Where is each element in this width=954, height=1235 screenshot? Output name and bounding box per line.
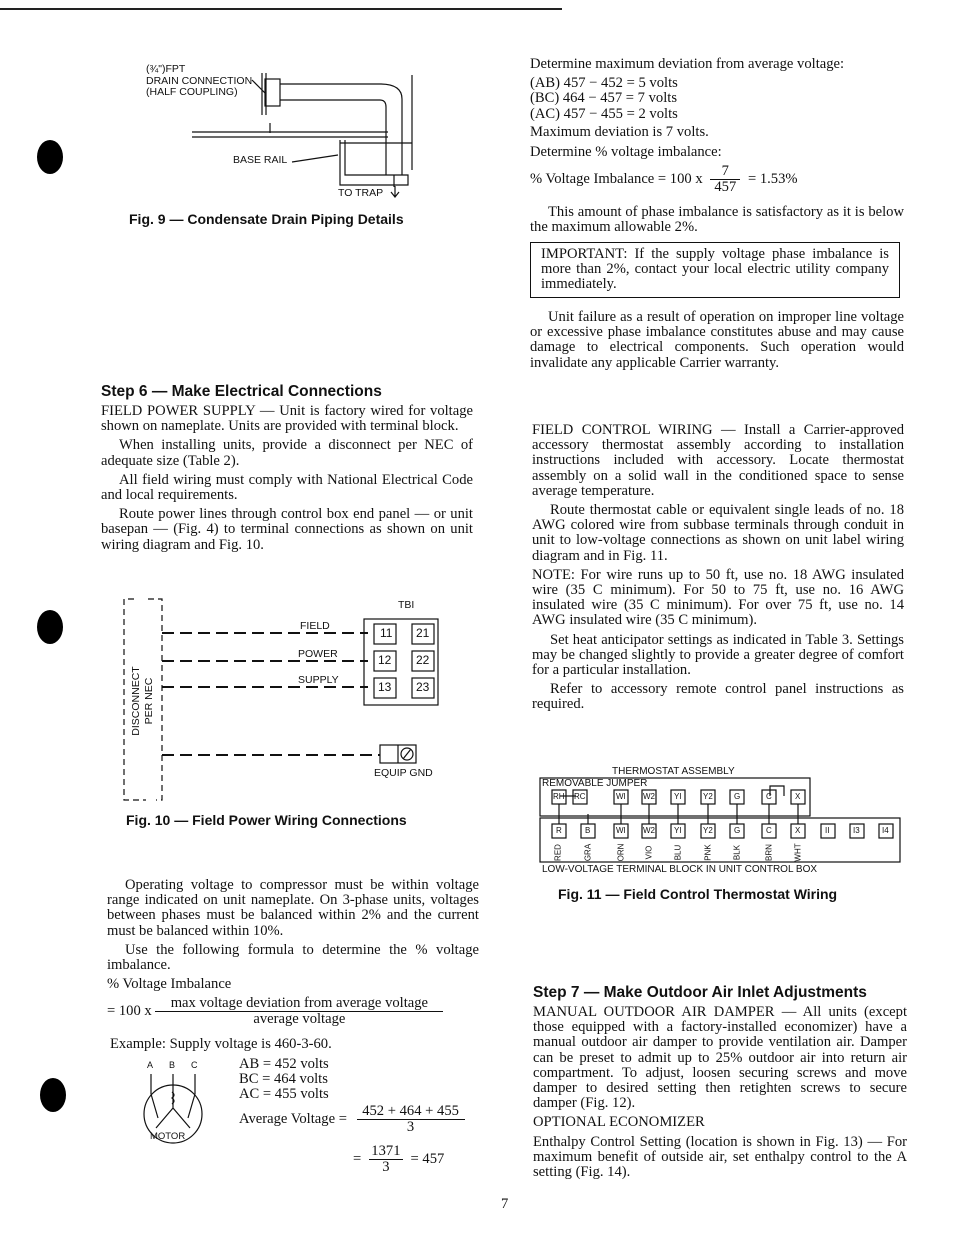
bottom-terminal-14: I4 xyxy=(882,826,889,835)
fig10-diagram xyxy=(118,595,448,805)
deviation-intro: Determine maximum deviation from average voltage: xyxy=(530,56,845,72)
phase-a-label: A xyxy=(147,1060,154,1070)
bc-voltage: BC = 464 volts xyxy=(239,1071,328,1088)
bottom-terminal-b: B xyxy=(585,826,591,835)
top-terminal-g: G xyxy=(734,792,741,801)
wire-color-blk: BLK xyxy=(732,844,742,861)
jumper-label: REMOVABLE JUMPER xyxy=(542,778,648,789)
phase-b-label: B xyxy=(169,1060,176,1070)
top-terminal-c: C xyxy=(766,792,772,801)
wire-color-blu: BLU xyxy=(673,844,683,861)
step7-text xyxy=(533,1005,907,1180)
equip-gnd-label: EQUIP GND xyxy=(374,767,433,779)
max-deviation: Maximum deviation is 7 volts. xyxy=(530,123,709,140)
page-number: 7 xyxy=(501,1196,509,1212)
note-paragraph: NOTE: For wire runs up to 50 ft, use no. 18 AWG insulated wire (35 C minimum). For 50 to 75 ft, use no. 16 AWG insulated wire (35 C minimum). For over 75 ft, use no. 14 AWG insulated wire (35 C minimum). xyxy=(532,566,904,629)
step6-heading: Step 6 — Make Electrical Connections xyxy=(101,383,382,400)
punch-hole xyxy=(37,610,63,644)
phase-c-label: C xyxy=(191,1060,198,1070)
average-result xyxy=(353,1144,444,1175)
average-voltage-formula xyxy=(239,1104,465,1135)
formula-prefix: = 100 x xyxy=(107,1003,152,1020)
terminal-21: 21 xyxy=(416,626,430,640)
disconnect-label: DISCONNECT xyxy=(130,666,142,736)
ac-voltage: AC = 455 volts xyxy=(239,1086,329,1103)
average-denominator: 3 xyxy=(406,1119,415,1136)
terminal-13: 13 xyxy=(378,680,392,694)
step7-heading: Step 7 — Make Outdoor Air Inlet Adjustments xyxy=(533,984,867,1001)
top-terminal-w2: W2 xyxy=(643,792,655,801)
top-terminal-y1: YI xyxy=(674,792,682,801)
deviation-ac: (AC) 457 − 455 = 2 volts xyxy=(530,105,678,122)
step6-text xyxy=(101,404,473,553)
satisfactory-text xyxy=(530,205,904,235)
disconnect-paragraph: When installing units, provide a disconnect per NEC of adequate size (Table 2). xyxy=(101,437,473,469)
route-power-paragraph: Route power lines through control box end panel — or unit basepan — (Fig. 4) to terminal connections as shown on unit wiring diagram and Fig. 10. xyxy=(101,506,473,553)
satisfactory-paragraph: This amount of phase imbalance is satisfactory as it is below the maximum allowable 2%. xyxy=(530,204,904,236)
top-terminal-y2: Y2 xyxy=(703,792,713,801)
sum-result: = 457 xyxy=(410,1151,445,1168)
terminal-23: 23 xyxy=(416,680,430,694)
important-box xyxy=(530,242,900,298)
terminal-22: 22 xyxy=(416,653,430,667)
formula-denominator: average voltage xyxy=(253,1011,346,1028)
optional-economizer-heading: OPTIONAL ECONOMIZER xyxy=(533,1114,705,1131)
deviation-ab: (AB) 457 − 452 = 5 volts xyxy=(530,75,678,92)
formula-fraction xyxy=(155,996,443,1027)
field-power-paragraph: FIELD POWER SUPPLY — Unit is factory wired for voltage shown on nameplate. Units are provided with terminal block. xyxy=(101,403,473,435)
bottom-terminal-y2: Y2 xyxy=(703,826,713,835)
failure-paragraph: Unit failure as a result of operation on improper line voltage or excessive phase imbalance constitutes abuse and may cause damage to electrical components. Such operation would invalidate any applicable Carrier warranty. xyxy=(530,309,904,371)
punch-hole xyxy=(37,140,63,174)
deviation-text xyxy=(530,57,904,160)
top-rule xyxy=(0,8,562,10)
sum-numerator: 1371 xyxy=(369,1144,403,1160)
wire-color-red: RED xyxy=(553,844,563,861)
average-equals: = xyxy=(353,1151,362,1168)
top-terminal-rc: RC xyxy=(574,792,586,801)
pct-denominator: 457 xyxy=(714,179,737,196)
terminal-12: 12 xyxy=(378,653,392,667)
punch-hole xyxy=(40,1078,66,1112)
fig11-caption: Fig. 11 — Field Control Thermostat Wiring xyxy=(558,886,838,902)
operating-voltage-paragraph: Operating voltage to compressor must be within voltage range indicated on unit nameplate. On 3-phase units, voltages between phases must be balanced within 2% and the current must be balanced within 10%. xyxy=(107,877,479,939)
pct-label: % Voltage Imbalance = 100 x xyxy=(530,171,703,188)
pct-numerator: 7 xyxy=(710,164,740,180)
field-label: FIELD xyxy=(300,620,330,632)
voltage-values xyxy=(239,1057,329,1103)
fpt-label: (¾")FPT xyxy=(146,63,186,75)
top-terminal-x: X xyxy=(795,792,801,801)
voltage-text xyxy=(107,878,479,992)
average-fraction xyxy=(357,1104,465,1135)
control-text xyxy=(532,423,904,713)
wiring-code-paragraph: All field wiring must comply with National Electrical Code and local requirements. xyxy=(101,471,473,504)
fig10-caption: Fig. 10 — Field Power Wiring Connections xyxy=(126,812,407,828)
supply-label: SUPPLY xyxy=(298,674,339,686)
important-paragraph: IMPORTANT: If the supply voltage phase imbalance is more than 2%, contact your local electric utility company immediately. xyxy=(541,246,889,293)
terminal-11: 11 xyxy=(380,626,393,640)
bottom-terminal-y1: YI xyxy=(674,826,682,835)
top-terminal-w1: WI xyxy=(616,792,626,801)
per-nec-label: PER NEC xyxy=(143,677,155,725)
bottom-terminal-11: II xyxy=(825,826,830,835)
motor-label: MOTOR xyxy=(150,1131,186,1142)
determine-imbalance: Determine % voltage imbalance: xyxy=(530,144,722,161)
thermostat-label: THERMOSTAT ASSEMBLY xyxy=(612,766,735,777)
pct-formula xyxy=(530,164,798,195)
average-label: Average Voltage = xyxy=(239,1111,347,1128)
bottom-terminal-r: R xyxy=(556,826,562,835)
wire-color-gra: GRA xyxy=(583,843,593,862)
fig9-diagram xyxy=(140,55,460,205)
drain-connection-label: DRAIN CONNECTION xyxy=(146,75,253,87)
bottom-terminal-x: X xyxy=(795,826,801,835)
enthalpy-paragraph: Enthalpy Control Setting (location is shown in Fig. 13) — For maximum benefit of outside air, set enthalpy control to the A setting (Fig. 14). xyxy=(533,1133,907,1181)
imbalance-formula xyxy=(107,996,443,1027)
field-control-paragraph: FIELD CONTROL WIRING — Install a Carrier-approved accessory thermostat assembly according to installation instructions included with accessory. Locate thermostat assembly on a solid wall in the conditioned space to sense average temperature. xyxy=(532,422,904,499)
wire-color-wht: WHT xyxy=(793,843,803,862)
bottom-terminal-w2: W2 xyxy=(643,826,655,835)
bottom-terminal-w1: WI xyxy=(616,826,626,835)
refer-paragraph: Refer to accessory remote control panel instructions as required. xyxy=(532,681,904,713)
half-coupling-label: (HALF COUPLING) xyxy=(146,86,238,98)
manual-damper-paragraph: MANUAL OUTDOOR AIR DAMPER — All units (except those equipped with a factory-installed economizer) have a manual outdoor air damper to provide ventilation air. Damper can be preset to admit up to 25% outdoor air into return air compartment. To adjust, loosen securing screws and move damper to desired setting then retighten screws to secure damper (Fig. 12). xyxy=(533,1004,907,1112)
formula-numerator: max voltage deviation from average voltage xyxy=(155,996,443,1012)
terminal-block-label: LOW-VOLTAGE TERMINAL BLOCK IN UNIT CONTROL BOX xyxy=(542,864,818,875)
average-numerator: 452 + 464 + 455 xyxy=(357,1104,465,1120)
fig11-diagram xyxy=(538,766,903,878)
bottom-terminal-13: I3 xyxy=(853,826,860,835)
imbalance-label: % Voltage Imbalance xyxy=(107,976,232,993)
example-line: Example: Supply voltage is 460-3-60. xyxy=(110,1036,332,1052)
ab-voltage: AB = 452 volts xyxy=(239,1056,329,1072)
power-label: POWER xyxy=(298,648,338,660)
anticipator-paragraph: Set heat anticipator settings as indicated in Table 3. Settings may be changed slightly to provide a greater degree of comfort for a particular installation. xyxy=(532,631,904,679)
sum-denominator: 3 xyxy=(382,1159,390,1176)
wire-color-vio: VIO xyxy=(644,845,654,860)
tb-label: TBI xyxy=(398,599,415,611)
top-terminal-rh: RH xyxy=(553,792,565,801)
failure-text xyxy=(530,310,904,371)
wire-color-orn: ORN xyxy=(616,843,626,862)
to-trap-label: TO TRAP xyxy=(338,187,384,199)
wire-color-brn: BRN xyxy=(764,844,774,861)
bottom-terminal-g: G xyxy=(734,826,741,835)
route-thermostat-paragraph: Route thermostat cable or equivalent single leads of no. 18 AWG colored wire from subbase terminals through conduit in unit to low-voltage connections as shown on unit label wiring diagram and in Fig. 11. xyxy=(532,502,904,564)
wire-color-pnk: PNK xyxy=(703,844,713,861)
fig9-caption: Fig. 9 — Condensate Drain Piping Details xyxy=(129,211,404,227)
base-rail-label: BASE RAIL xyxy=(233,154,288,166)
pct-result: = 1.53% xyxy=(747,171,798,188)
motor-diagram xyxy=(138,1060,228,1148)
deviation-bc: (BC) 464 − 457 = 7 volts xyxy=(530,90,677,107)
sum-fraction xyxy=(369,1144,403,1175)
formula-intro-paragraph: Use the following formula to determine the % voltage imbalance. xyxy=(107,941,479,974)
pct-fraction xyxy=(710,164,740,195)
bottom-terminal-c: C xyxy=(766,826,772,835)
